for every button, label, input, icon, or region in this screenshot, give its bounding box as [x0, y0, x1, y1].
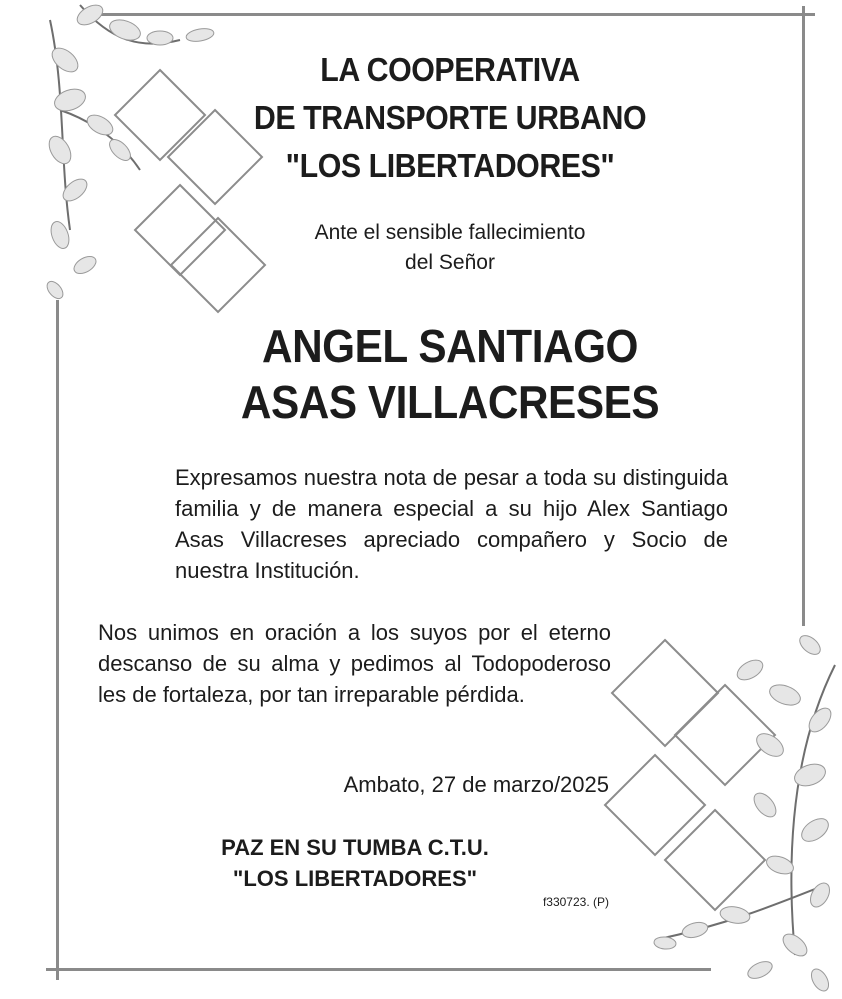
- intro-line: Ante el sensible fallecimiento: [314, 221, 586, 244]
- floral-decoration-bottom-right: [595, 625, 842, 995]
- name-line: ANGEL SANTIAGO: [261, 320, 639, 372]
- closing-line: "LOS LIBERTADORES": [232, 866, 478, 891]
- heading-line: DE TRANSPORTE URBANO: [253, 99, 647, 136]
- frame-left-line: [56, 300, 59, 980]
- frame-right-line: [802, 6, 805, 626]
- organization-heading: [220, 46, 680, 190]
- name-line: ASAS VILLACRESES: [240, 376, 660, 428]
- date-line: Ambato, 27 de marzo/2025: [343, 772, 609, 797]
- reference-code: f330723. (P): [542, 895, 609, 909]
- heading-line: "LOS LIBERTADORES": [285, 147, 615, 184]
- heading-line: LA COOPERATIVA: [320, 51, 580, 88]
- closing-signature: [170, 832, 540, 894]
- prayer-paragraph: Nos unimos en oración a los suyos por el eterno descanso de su alma y pedimos al Todopoderoso les de fortaleza, por tan irreparable pérdida.: [98, 620, 611, 707]
- intro-text: [250, 218, 650, 278]
- closing-line: PAZ EN SU TUMBA C.T.U.: [221, 835, 489, 860]
- condolence-paragraph: Expresamos nuestra nota de pesar a toda su distinguida familia y de manera especial a su hijo Alex Santiago Asas Villacreses apreciado compañero y Socio de nuestra Institución.: [175, 465, 728, 583]
- deceased-name: [174, 318, 726, 430]
- intro-line: del Señor: [405, 251, 495, 274]
